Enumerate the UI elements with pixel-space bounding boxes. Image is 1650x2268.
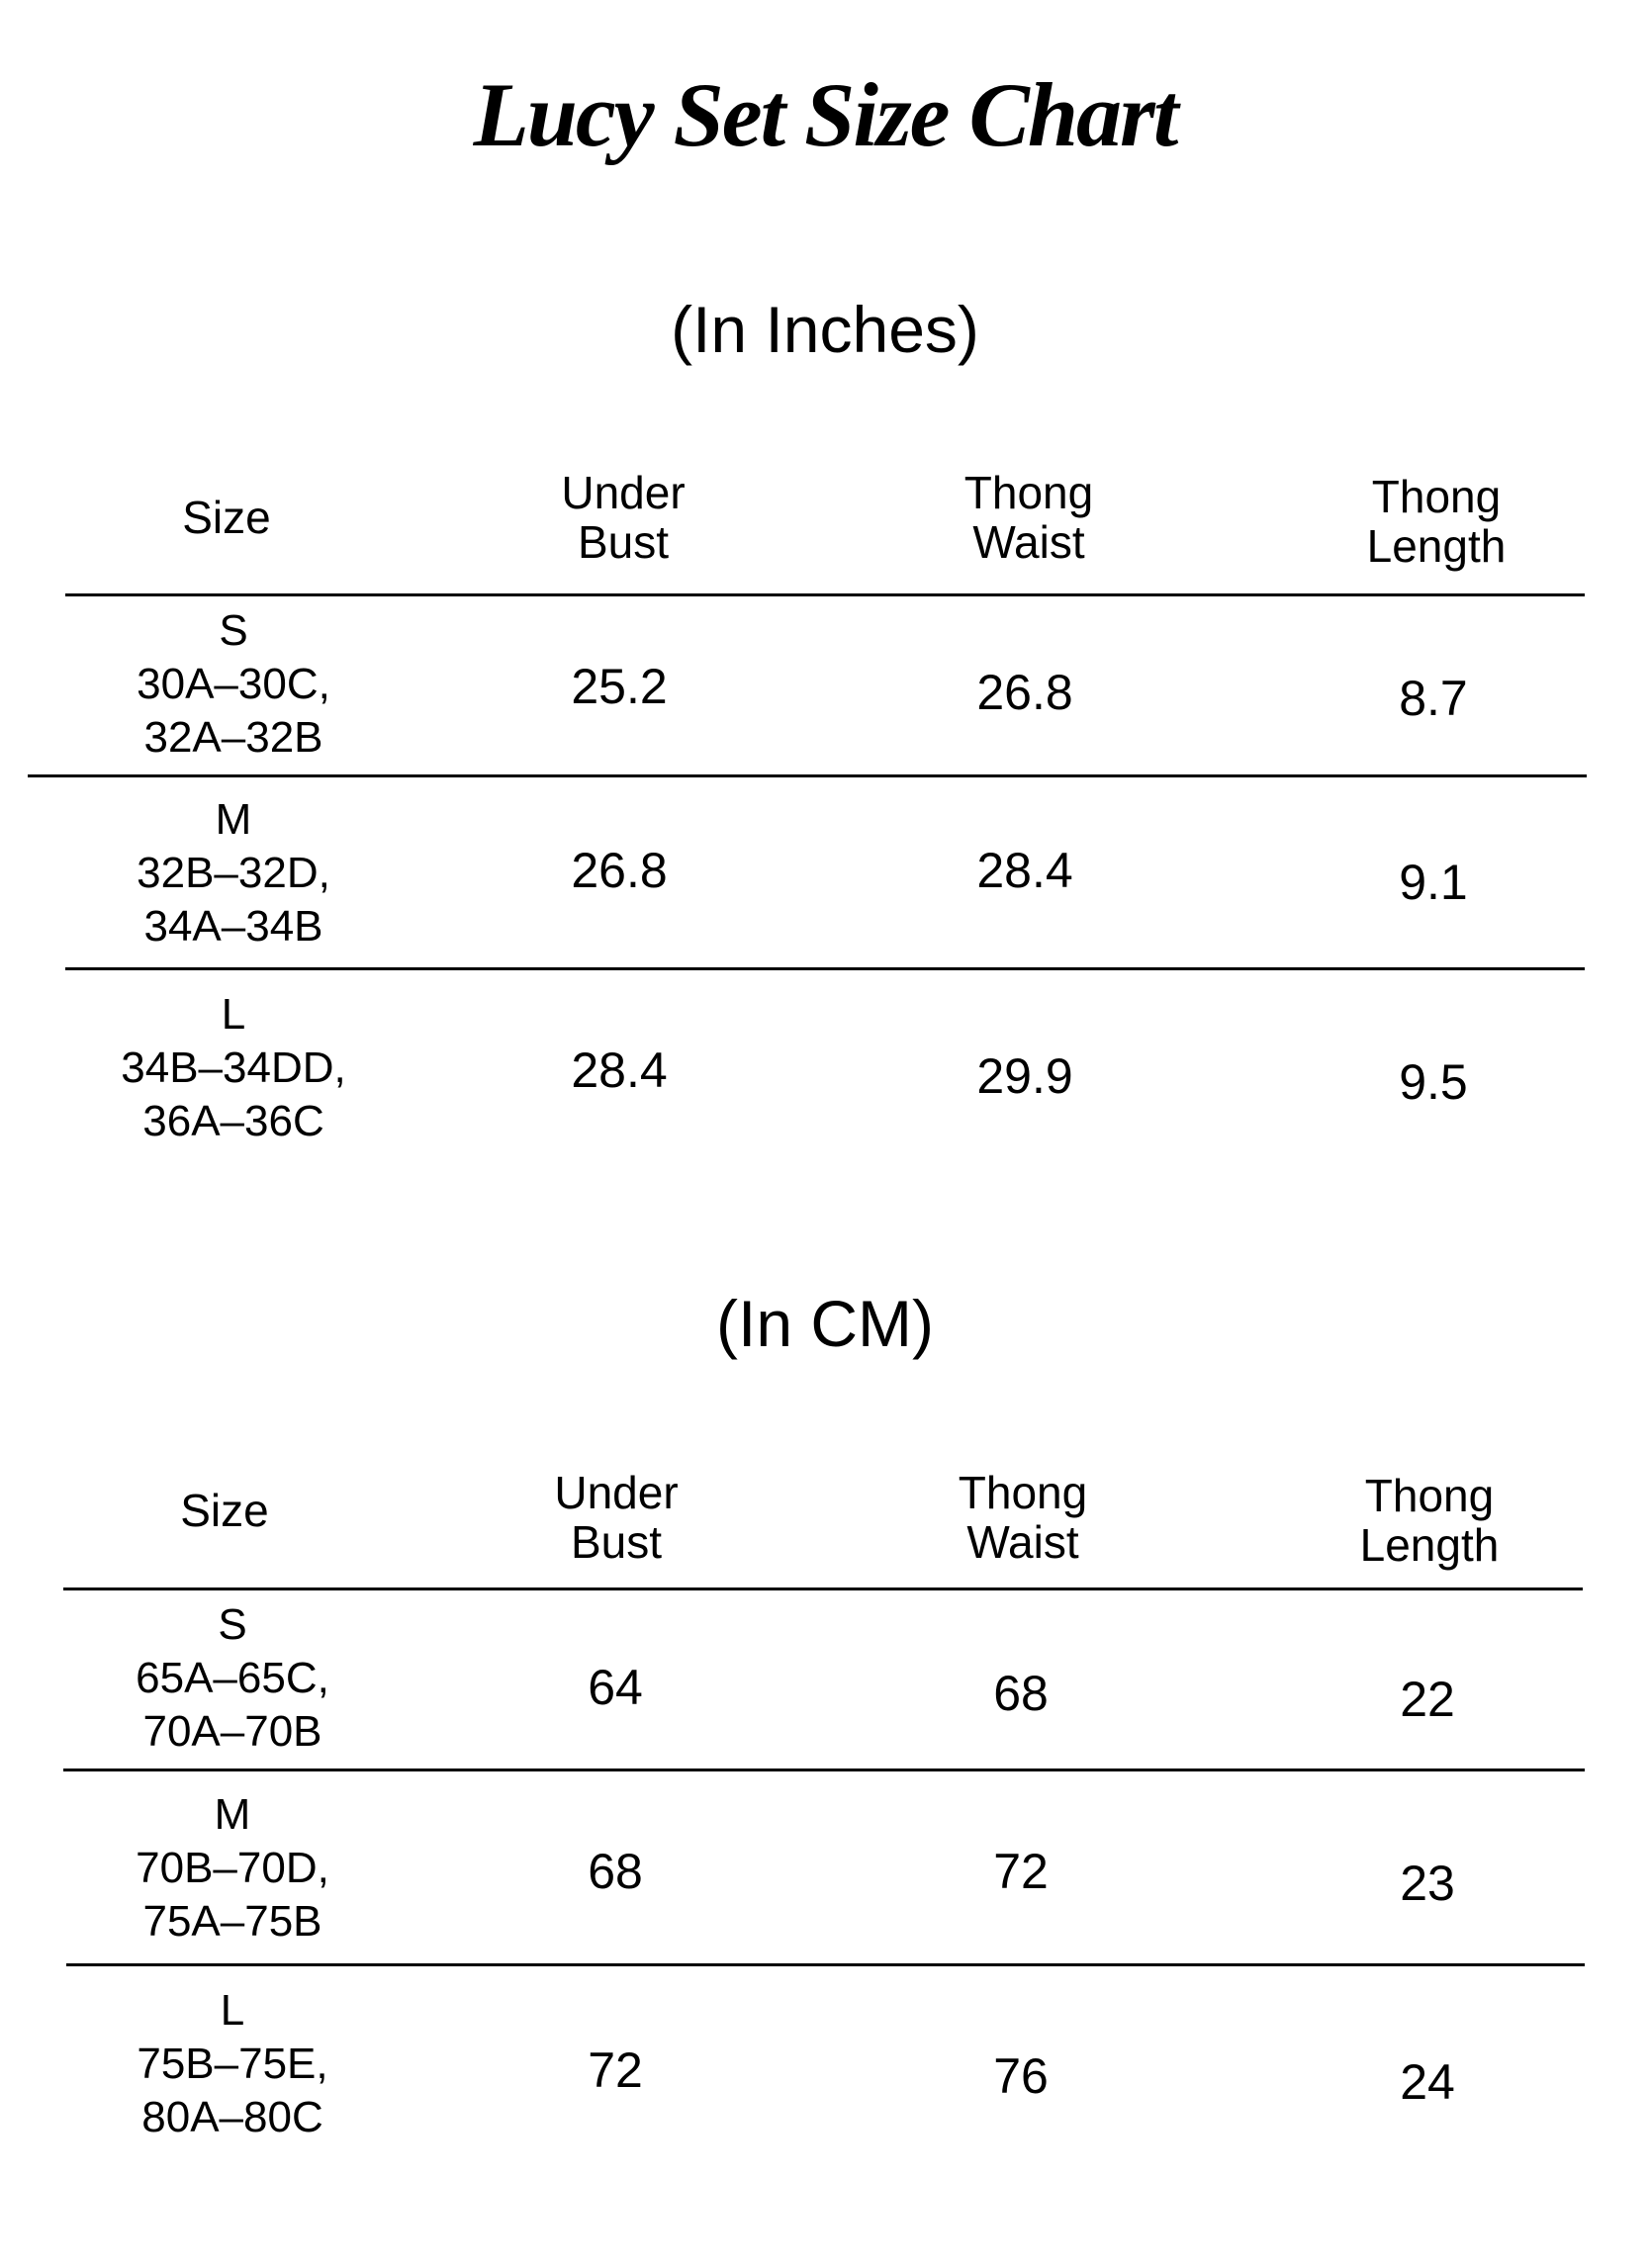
under-bust-cell: 25.2 [571,659,668,714]
header-divider [65,593,1585,596]
thong-length-cell: 9.1 [1399,855,1468,910]
size-cell: L 34B–34DD, 36A–36C [121,990,346,1145]
size-cell: M 32B–32D, 34A–34B [137,795,330,951]
thong-waist-cell: 26.8 [976,665,1073,720]
under-bust-cell: 72 [588,2042,643,2098]
row-divider [28,774,1587,777]
thong-length-cell: 22 [1400,1672,1455,1727]
inches-heading: (In Inches) [671,293,979,366]
row-divider [63,1769,1585,1771]
thong-waist-cell: 68 [993,1666,1049,1721]
size-cell: S 30A–30C, 32A–32B [137,606,330,762]
row-divider [66,1963,1585,1966]
size-cell: M 70B–70D, 75A–75B [136,1790,329,1946]
column-header-thong-length: Thong Length [1359,1470,1500,1571]
thong-waist-cell: 28.4 [976,843,1073,898]
thong-waist-cell: 29.9 [976,1048,1073,1104]
thong-length-cell: 23 [1400,1856,1455,1911]
row-divider [65,967,1585,970]
column-header-thong-waist: Thong Waist [963,467,1094,568]
thong-length-cell: 8.7 [1399,671,1468,726]
column-header-under-bust: Under Bust [554,1467,679,1568]
header-divider [63,1588,1583,1590]
thong-length-cell: 9.5 [1399,1054,1468,1110]
column-header-size: Size [180,1485,269,1536]
cm-heading: (In CM) [716,1287,934,1360]
column-header-thong-waist: Thong Waist [958,1467,1088,1568]
column-header-size: Size [182,492,271,543]
page-title: Lucy Set Size Chart [473,64,1177,165]
thong-waist-cell: 76 [993,2048,1049,2104]
size-cell: S 65A–65C, 70A–70B [136,1600,329,1756]
column-header-thong-length: Thong Length [1366,471,1507,572]
size-cell: L 75B–75E, 80A–80C [137,1986,328,2141]
under-bust-cell: 64 [588,1660,643,1715]
under-bust-cell: 68 [588,1844,643,1899]
under-bust-cell: 26.8 [571,843,668,898]
thong-length-cell: 24 [1400,2054,1455,2110]
thong-waist-cell: 72 [993,1844,1049,1899]
column-header-under-bust: Under Bust [561,467,686,568]
under-bust-cell: 28.4 [571,1043,668,1098]
